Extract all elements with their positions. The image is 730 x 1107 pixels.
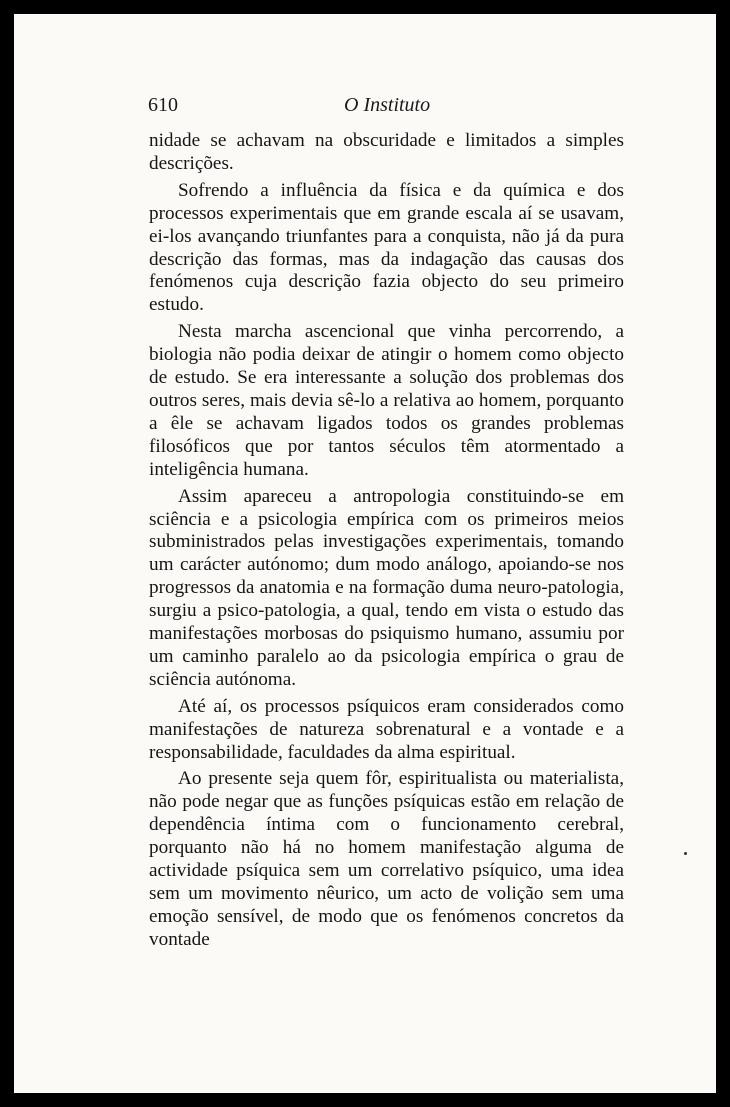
- paragraph: Ao presente seja quem fôr, espiritualista ou materialista, não pode negar que as funções psíquicas estão em relação de dependência íntima com o funcionamento cerebral, porquanto não há no homem manifestação alguma de actividade psíquica sem um correlativo psíquico, uma idea sem um movimento nêurico, um acto de volição sem uma emoção sensível, de modo que os fenómenos concretos da vontade: [149, 768, 624, 950]
- body-text: [149, 130, 624, 952]
- paragraph: Até aí, os processos psíquicos eram considerados como manifestações de natureza sobrenatural e a vontade e a responsabilidade, faculdades da alma espiritual.: [149, 695, 624, 763]
- paragraph: Nesta marcha ascencional que vinha percorrendo, a biologia não podia deixar de atingir o homem como objecto de estudo. Se era interessante a solução dos problemas dos outros seres, mais devia sê-lo a relativa ao homem, porquanto a êle se achavam ligados todos os grandes problemas filosóficos que por tantos séculos têm atormentado a inteligência humana.: [149, 321, 624, 480]
- paragraph: Assim apareceu a antropologia constituindo-se em sciência e a psicologia empírica com os primeiros meios subministrados pelas investigações experimentais, tomando um carácter autónomo; dum modo análogo, apoiando-se nos progressos da anatomia e na formação duma neuro-patologia, surgiu a psico-patologia, a qual, tendo em vista o estudo das manifestações morbosas do psiquismo humano, assumiu por um caminho paralelo ao da psicologia empírica o grau de sciência autónoma.: [149, 485, 624, 690]
- page-number: 610: [148, 94, 178, 116]
- running-title: O Instituto: [344, 94, 431, 116]
- paper-speck: [684, 852, 687, 855]
- paragraph: Sofrendo a influência da física e da química e dos processos experimentais que em grande escala aí se usavam, ei-los avançando triunfantes para a conquista, não já da pura descrição das formas, mas da indagação das causas dos fenómenos cuja descrição fazia objecto do seu primeiro estudo.: [149, 179, 624, 316]
- page-header: [14, 94, 716, 118]
- book-page: [14, 14, 716, 1093]
- paragraph: nidade se achavam na obscuridade e limitados a simples descrições.: [149, 130, 624, 174]
